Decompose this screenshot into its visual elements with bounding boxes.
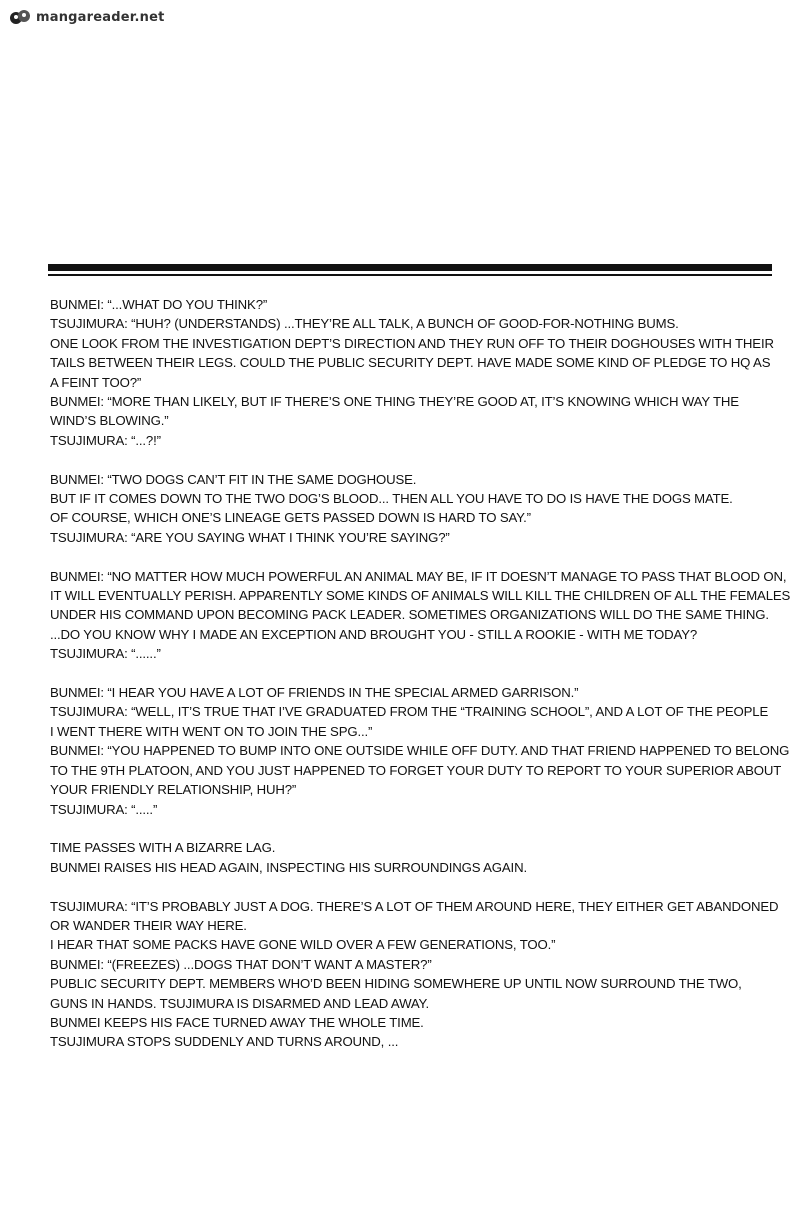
dialogue-line: UNDER HIS COMMAND UPON BECOMING PACK LEADER. SOMETIMES ORGANIZATIONS WILL DO THE SAME THING. <box>50 607 769 623</box>
dialogue-line: TIME PASSES WITH A BIZARRE LAG. <box>50 840 276 856</box>
watermark <box>8 6 165 28</box>
dialogue-line: BUT IF IT COMES DOWN TO THE TWO DOG’S BLOOD... THEN ALL YOU HAVE TO DO IS HAVE THE DOGS MATE. <box>50 491 733 507</box>
dialogue-paragraph <box>50 295 790 450</box>
dialogue-line: BUNMEI KEEPS HIS FACE TURNED AWAY THE WHOLE TIME. <box>50 1014 424 1030</box>
dialogue-line: GUNS IN HANDS. TSUJIMURA IS DISARMED AND LEAD AWAY. <box>50 995 430 1011</box>
dialogue-line: BUNMEI: “(FREEZES) ...DOGS THAT DON’T WANT A MASTER?” <box>50 956 432 972</box>
dialogue-line: IT WILL EVENTUALLY PERISH. APPARENTLY SOME KINDS OF ANIMALS WILL KILL THE CHILDREN OF ALL THE FEMALES <box>50 588 791 604</box>
dialogue-paragraph <box>50 567 790 664</box>
dialogue-line: TSUJIMURA: “...?!” <box>50 432 161 448</box>
dialogue-line: BUNMEI: “YOU HAPPENED TO BUMP INTO ONE OUTSIDE WHILE OFF DUTY. AND THAT FRIEND HAPPENED TO BELONG <box>50 743 790 759</box>
dialogue-line: TO THE 9TH PLATOON, AND YOU JUST HAPPENED TO FORGET YOUR DUTY TO REPORT TO YOUR SUPERIOR ABOUT <box>50 762 782 778</box>
dialogue-line: OR WANDER THEIR WAY HERE. <box>50 917 247 933</box>
dialogue-line: TAILS BETWEEN THEIR LEGS. COULD THE PUBLIC SECURITY DEPT. HAVE MADE SOME KIND OF PLEDGE TO HQ AS <box>50 355 771 371</box>
divider-thick <box>48 264 772 271</box>
dialogue-line: YOUR FRIENDLY RELATIONSHIP, HUH?” <box>50 782 297 798</box>
dialogue-paragraph <box>50 470 790 548</box>
dialogue-line: BUNMEI: “NO MATTER HOW MUCH POWERFUL AN ANIMAL MAY BE, IF IT DOESN’T MANAGE TO PASS THAT BLOOD ON, <box>50 568 787 584</box>
dialogue-line: ...DO YOU KNOW WHY I MADE AN EXCEPTION AND BROUGHT YOU - STILL A ROOKIE - WITH ME TODAY? <box>50 626 698 642</box>
manga-logo-icon <box>8 7 32 27</box>
dialogue-line: I HEAR THAT SOME PACKS HAVE GONE WILD OVER A FEW GENERATIONS, TOO.” <box>50 937 556 953</box>
dialogue-line: BUNMEI RAISES HIS HEAD AGAIN, INSPECTING HIS SURROUNDINGS AGAIN. <box>50 859 527 875</box>
dialogue-line: TSUJIMURA: “ARE YOU SAYING WHAT I THINK YOU’RE SAYING?” <box>50 529 450 545</box>
dialogue-text <box>50 295 790 1052</box>
dialogue-paragraph <box>50 683 790 819</box>
dialogue-line: TSUJIMURA: “.....” <box>50 801 158 817</box>
dialogue-line: TSUJIMURA: “WELL, IT’S TRUE THAT I’VE GRADUATED FROM THE “TRAINING SCHOOL”, AND A LOT OF THE PEOPLE <box>50 704 769 720</box>
dialogue-line: BUNMEI: “...WHAT DO YOU THINK?” <box>50 297 268 312</box>
dialogue-paragraph <box>50 838 790 877</box>
dialogue-line: OF COURSE, WHICH ONE’S LINEAGE GETS PASSED DOWN IS HARD TO SAY.” <box>50 510 531 526</box>
dialogue-line: TSUJIMURA STOPS SUDDENLY AND TURNS AROUND, ... <box>50 1034 399 1050</box>
dialogue-line: A FEINT TOO?” <box>50 374 142 390</box>
dialogue-line: TSUJIMURA: “HUH? (UNDERSTANDS) ...THEY’RE ALL TALK, A BUNCH OF GOOD-FOR-NOTHING BUMS. <box>50 316 679 332</box>
watermark-text: mangareader.net <box>36 9 165 25</box>
dialogue-line: TSUJIMURA: “IT’S PROBABLY JUST A DOG. THERE’S A LOT OF THEM AROUND HERE, THEY EITHER GET ABANDONED <box>50 898 779 914</box>
dialogue-line: I WENT THERE WITH WENT ON TO JOIN THE SPG...” <box>50 723 373 739</box>
dialogue-line: BUNMEI: “I HEAR YOU HAVE A LOT OF FRIENDS IN THE SPECIAL ARMED GARRISON.” <box>50 685 579 701</box>
dialogue-paragraph <box>50 897 790 1052</box>
dialogue-line: BUNMEI: “MORE THAN LIKELY, BUT IF THERE’S ONE THING THEY’RE GOOD AT, IT’S KNOWING WHICH WAY THE <box>50 394 739 410</box>
dialogue-line: ONE LOOK FROM THE INVESTIGATION DEPT’S DIRECTION AND THEY RUN OFF TO THEIR DOGHOUSES WITH THEIR <box>50 335 774 351</box>
dialogue-line: WIND’S BLOWING.” <box>50 413 169 429</box>
dialogue-line: PUBLIC SECURITY DEPT. MEMBERS WHO’D BEEN HIDING SOMEWHERE UP UNTIL NOW SURROUND THE TWO, <box>50 976 742 992</box>
divider-thin <box>48 274 772 276</box>
dialogue-line: BUNMEI: “TWO DOGS CAN’T FIT IN THE SAME DOGHOUSE. <box>50 471 417 487</box>
dialogue-line: TSUJIMURA: “......” <box>50 646 161 662</box>
